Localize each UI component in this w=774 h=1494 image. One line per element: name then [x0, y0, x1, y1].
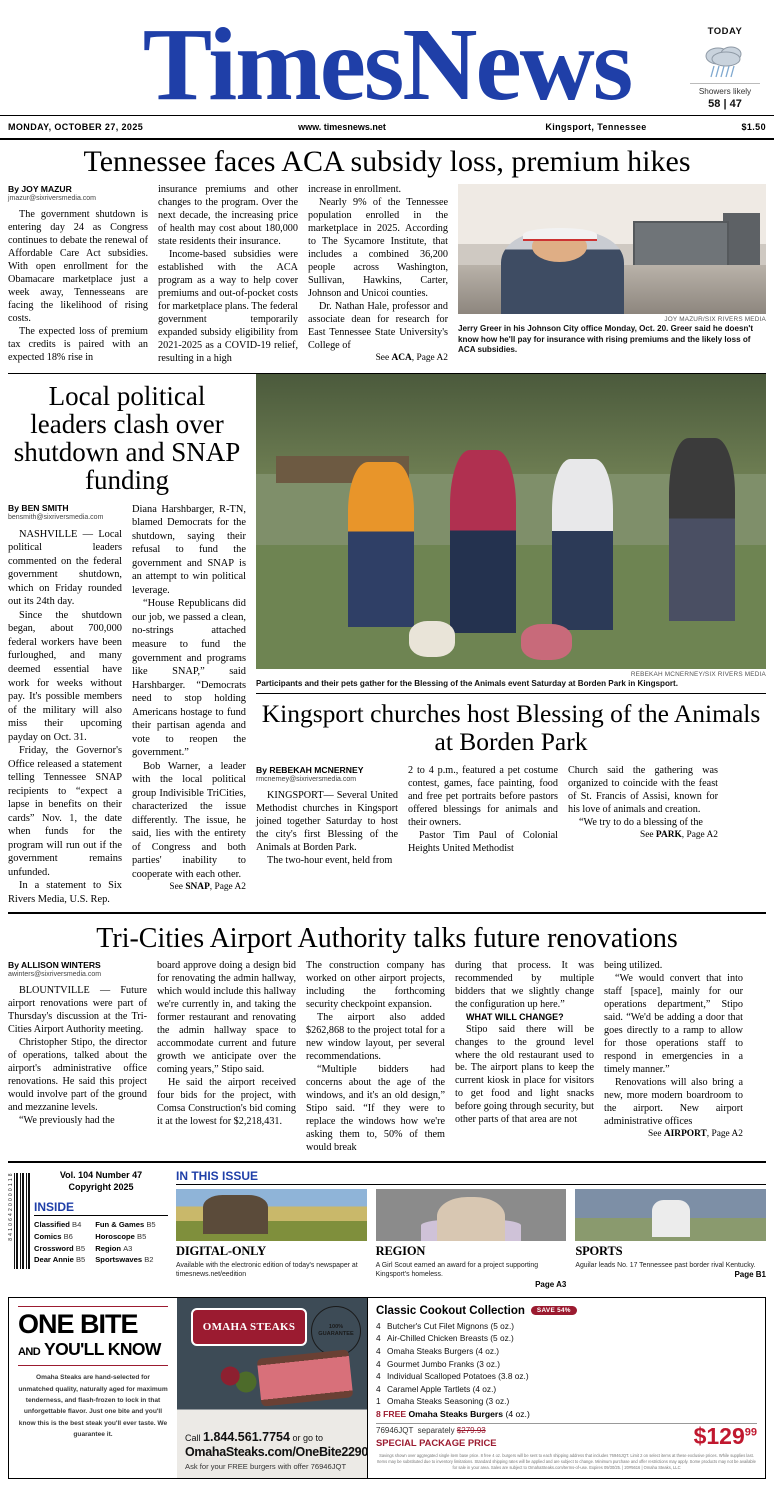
- ad-product-image-panel: [177, 1298, 367, 1478]
- issue-card-region[interactable]: [376, 1189, 567, 1289]
- weather-temperatures: 58 | 47: [708, 98, 742, 110]
- story-snap-column-2: [132, 503, 246, 906]
- ad-item-list: [376, 1320, 757, 1408]
- story-aca: [0, 140, 774, 366]
- story-airport-jumpline[interactable]: See AIRPORT, Page A2: [648, 1128, 743, 1139]
- issue-card-title: REGION: [375, 1243, 426, 1258]
- story-aca-email[interactable]: jmazur@sixriversmedia.com: [8, 195, 97, 203]
- story-airport: [0, 914, 774, 1154]
- story-aca-byline: By JOY MAZUR: [8, 184, 72, 195]
- ad-item: 4 Air-Chilled Chicken Breasts (5 oz.): [376, 1333, 514, 1344]
- story-airport-text-4: during that process. It was recommended by multiple bidders that we slightly change the configuration up here.” WHAT WILL CHANGE? Stipo said there will be changes to the ground level where the old restaurant used to be. The airport plans to keep the current kiosk in place for visitors to get food and light snacks before going through security, but other parts of that area are not: [455, 960, 594, 1126]
- weather-divider: [690, 83, 760, 84]
- inside-item: Region A3: [95, 1243, 133, 1253]
- sports-photo: [575, 1189, 766, 1241]
- story-park: [256, 700, 766, 868]
- inside-item: Sportswaves B2: [95, 1255, 154, 1265]
- inside-list-right: [95, 1219, 155, 1266]
- ad-rule-bottom: [18, 1365, 168, 1366]
- issue-card-desc: Aguilar leads No. 17 Tennessee past border rival Kentucky.: [575, 1261, 756, 1269]
- story-snap: [8, 374, 246, 907]
- volume-number: Vol. 104 Number 47: [59, 1169, 143, 1180]
- issue-card-desc: Available with the electronic edition of today's newspaper at timesnews.net/eedition: [176, 1261, 358, 1279]
- story-park-text-3: Church said the gathering was organized to coincide with the feast of St. Francis of Assisi, known for his love of animals and creation. “We try to do a blessing of the See PARK, Page A2: [568, 765, 718, 840]
- story-snap-jumpline[interactable]: See SNAP, Page A2: [169, 882, 246, 893]
- in-this-issue-box: [176, 1169, 766, 1289]
- garnish-graphic: [217, 1364, 261, 1394]
- ad-offer-line: Ask for your FREE burgers with offer 76946JQT: [185, 1461, 347, 1471]
- ad-offer-panel: [367, 1298, 765, 1478]
- issue-card-desc: A Girl Scout earned an award for a project supporting Kingsport's homeless.: [375, 1261, 539, 1279]
- ad-collection-title: Classic Cookout Collection SAVE 54%: [376, 1305, 757, 1317]
- in-this-issue-rule: [176, 1184, 766, 1185]
- story-airport-column-3: [306, 960, 445, 1154]
- story-aca-photo-caption: Jerry Greer in his Johnson City office Monday, Oct. 20. Greer said he doesn't know how he'll pay for insurance with rising premiums and the likely loss of ACA subsidies.: [458, 324, 754, 355]
- in-this-issue-heading: IN THIS ISSUE: [176, 1168, 259, 1183]
- masthead: [0, 0, 774, 123]
- guarantee-seal-icon: 100% GUARANTEE: [311, 1306, 361, 1356]
- ad-website[interactable]: OmahaSteaks.com/OneBite2290: [185, 1444, 368, 1459]
- story-airport-byline: By ALLISON WINTERS: [8, 960, 101, 971]
- issue-card-title: SPORTS: [575, 1243, 623, 1258]
- website-url[interactable]: www. timesnews.net: [298, 122, 386, 132]
- weather-widget[interactable]: [682, 26, 768, 110]
- ad-item: 4 Gourmet Jumbo Franks (3 oz.): [376, 1358, 500, 1369]
- inside-item: Horoscope B5: [95, 1231, 147, 1241]
- issue-card-title: DIGITAL-ONLY: [176, 1243, 266, 1258]
- story-snap-text-2: Diana Harshbarger, R-TN, blamed Democrats for the shutdown, saying their refusal to fund the government and SNAP is an attempt to win political leverage. “House Republicans did our job, we passed a clean, no-strings attached measure to fund the government and programs like SNAP,” said Harshbarger. “Democrats need to stop holding Americans hostage to fund their partisan agenda and vote to reopen the government.” Bob Warner, a leader with the local political group Indivisible TriCities, characterized the issue differently. The issue, he said, lies with the entirety of Congress and both parties' inability to cooperate with each other. See SNAP, Page A2: [132, 503, 246, 893]
- story-airport-email[interactable]: awinters@sixriversmedia.com: [8, 971, 102, 979]
- ad-special-price-label: SPECIAL PACKAGE PRICE: [376, 1436, 497, 1448]
- story-snap-email[interactable]: bensmith@sixriversmedia.com: [8, 513, 104, 521]
- index-box: [8, 1169, 168, 1289]
- ad-headline-top: ONE BITE: [18, 1308, 138, 1339]
- story-aca-photo-credit: JOY MAZUR/SIX RIVERS MEDIA: [664, 316, 766, 324]
- story-airport-headline[interactable]: Tri-Cities Airport Authority talks future renovations: [96, 923, 678, 955]
- ad-fine-print: Savings shown over aggregated single item base price. 8 free 4 oz. burgers will be sent to each shipping address that includes 76946JQT. Limit 2 on select items at these exclusive prices. While supplies last. Items may be substituted due to inventory limitations. Standard shipping rates will be applied and are subject to change. Minimum purchase and offer restrictions may apply. Some products may not be available for sale in your area. Sales are subject to OmahaSteaks.com/terms-of-use. Expires 09/30/25. | 20#5616 | Omaha Steaks, LLC: [377, 1452, 756, 1471]
- story-airport-text-5: being utilized. “We would convert that into staff [space], mainly for our operations department,” Stipo said. “We'd be adding a door that goes directly to a ramp to allow for those operations staff to respond in emergencies in a timely manner.” Renovations will also bring a new, more modern boardroom to the airport. New airport administrative offices See AIRPORT, Page A2: [604, 960, 743, 1139]
- story-aca-column-3: [308, 184, 448, 365]
- ad-rule-top: [18, 1306, 168, 1307]
- story-snap-byline: By BEN SMITH: [8, 502, 69, 513]
- inside-item: Comics B6: [34, 1231, 73, 1241]
- inside-item: Fun & Games B5: [95, 1219, 156, 1229]
- ad-free-item: 8 FREE Omaha Steaks Burgers (4 oz.): [376, 1408, 530, 1419]
- ad-item: 4 Omaha Steaks Burgers (4 oz.): [376, 1345, 500, 1356]
- story-aca-photo: [458, 184, 766, 314]
- bottom-section: [0, 1163, 774, 1289]
- ad-price: $\$129^{99}$: [693, 1422, 757, 1449]
- story-airport-column-4: [455, 960, 594, 1154]
- inside-rule: [34, 1215, 168, 1216]
- story-park-photo: [256, 374, 766, 669]
- inside-item: Dear Annie B5: [34, 1255, 86, 1265]
- barcode-number: 8 4 1 0 6 4 2 0 0 0 0 1 1 8: [8, 1172, 14, 1241]
- steak-photo: [257, 1349, 354, 1406]
- story-snap-column-1: [8, 503, 122, 906]
- issue-card-sports[interactable]: [575, 1189, 766, 1289]
- story-airport-column-1: [8, 960, 147, 1154]
- ad-item: 4 Butcher's Cut Filet Mignons (5 oz.): [376, 1320, 515, 1331]
- story-aca-column-2: [158, 184, 298, 365]
- story-aca-column-1: [8, 184, 148, 365]
- story-park-photo-credit: REBEKAH MCNERNEY/SIX RIVERS MEDIA: [630, 670, 766, 678]
- story-snap-headline[interactable]: Local political leaders clash over shutdown and SNAP funding: [13, 380, 241, 495]
- story-park-headline[interactable]: Kingsport churches host Blessing of the Animals at Borden Park: [261, 699, 761, 757]
- story-park-text-1: KINGSPORT— Several United Methodist churches in Kingsport joined together Saturday to host the city's first Blessing of the Animals at Borden Park. The two-hour event, held from: [256, 790, 398, 866]
- story-park-column-2: [408, 765, 558, 868]
- ad-headline-bottom: AND YOU'LL KNOW: [18, 1339, 161, 1360]
- rain-cloud-icon: [698, 42, 752, 80]
- barcode-icon: [14, 1173, 30, 1269]
- story-airport-text-2: board approve doing a design bid for renovating the admin hallway, which would include this hallway we're currently in, and taking the former restaurant and renovating the admin hallway space to accommodate current and future growth we anticipate over the coming years,” Stipo said. He said the airport received four bids for the project, with Comsa Construction's bid coming it at the lowest for $2,218,431.: [157, 960, 296, 1127]
- story-airport-column-2: [157, 960, 296, 1154]
- story-park-byline: By REBEKAH MCNERNEY: [256, 765, 364, 776]
- copyright-line: Copyright 2025: [68, 1181, 134, 1192]
- story-park-block: [256, 374, 766, 907]
- story-aca-text-3: increase in enrollment. Nearly 9% of the Tennessee population enrolled in the marketplace in 2025. According to The Sycamore Institute, that includes a combined 36,200 people across Washington, Sullivan, Hawkins, Carter, Johnson and Unicoi counties. Dr. Nathan Hale, professor and associate dean for research for East Tennessee State University's College of See ACA, Page A2: [308, 184, 448, 363]
- inside-heading: INSIDE: [34, 1199, 75, 1214]
- story-aca-photo-block: [458, 184, 766, 365]
- story-airport-column-5: [604, 960, 743, 1154]
- issue-card-digital[interactable]: [176, 1189, 367, 1289]
- ad-item: 1 Omaha Steaks Seasoning (3 oz.): [376, 1396, 510, 1407]
- story-park-column-1: [256, 765, 398, 868]
- ad-call-line: Call 1.844.561.7754 or go to: [185, 1429, 323, 1444]
- story-park-photo-caption: Participants and their pets gather for the Blessing of the Animals event Saturday at Borden Park in Kingsport.: [256, 678, 679, 688]
- issue-card-page: Page A3: [535, 1279, 567, 1289]
- region-photo: [376, 1189, 567, 1241]
- omaha-steaks-logo: OMAHA STEAKS: [191, 1308, 307, 1346]
- publication-city: Kingsport, Tennessee: [545, 122, 647, 132]
- story-park-jumpline[interactable]: See PARK, Page A2: [640, 829, 718, 840]
- inside-list-left: [34, 1219, 85, 1266]
- newsstand-price: $1.50: [741, 122, 766, 132]
- story-airport-text-3: The construction company has worked on other airport projects, including the forthcoming security checkpoint expansion. The airport also added $262,868 to the project total for a new window layout, per several recommendations. “Multiple bidders had concerns about the age of the windows, and it's an old design,” Stipo said. “If they were to replace the windows how we're asking them to, 50% of them would break: [306, 960, 445, 1153]
- middle-row: [0, 374, 774, 907]
- story-airport-subhead: WHAT WILL CHANGE?: [466, 1012, 564, 1023]
- ad-sku-line: 76946JQT separately $279.93: [376, 1425, 486, 1435]
- nameplate-logo[interactable]: TimesNews: [142, 7, 632, 123]
- story-park-column-3: [568, 765, 718, 868]
- barcode-block: [8, 1169, 30, 1289]
- digital-only-photo: [176, 1189, 367, 1241]
- omaha-steaks-advertisement[interactable]: [8, 1297, 766, 1479]
- publication-date: MONDAY, OCTOBER 27, 2025: [8, 122, 144, 132]
- story-park-email[interactable]: rmcnerney@sixriversmedia.com: [256, 776, 357, 784]
- weather-description: Showers likely: [698, 87, 752, 96]
- story-aca-text-2: insurance premiums and other changes to the program. Over the next decade, the increasing price of health may cost about 180,000 state residents their insurance. Income-based subsidies were established with the ACA program as a way to help cover premiums and out-of-pocket costs for marketplace plans. The federal government temporarily expanded subsidy eligibility from 2021-2025 as a COVID-19 relief, resulting in a high: [158, 184, 298, 364]
- story-aca-headline[interactable]: Tennessee faces ACA subsidy loss, premium hikes: [83, 145, 691, 178]
- save-badge: SAVE 54%: [531, 1306, 577, 1315]
- ad-left-panel: [9, 1298, 177, 1478]
- story-aca-text-1: The government shutdown is entering day 24 as Congress continues to debate the renewal of Affordable Care Act subsidies. With open enrollment for the Obamacare marketplace just a week away, Tennesseans are facing the likelihood of rising costs. The expected loss of premium tax credits is paired with an expected 18% rise in: [8, 209, 148, 363]
- issue-card-page: Page B1: [734, 1270, 767, 1280]
- story-aca-jumpline[interactable]: See ACA, Page A2: [375, 352, 448, 363]
- weather-label: TODAY: [707, 26, 743, 37]
- story-snap-text-1: NASHVILLE — Local political leaders commented on the federal government shutdown, which on Friday rounded out its 24th day. Since the shutdown began, about 700,000 federal workers have been furloughed, and many deemed essential have work for weeks without pay. It's possible members of the military will also miss their upcoming payday on Oct. 31. Friday, the Governor's Office released a statement telling Tennessee SNAP recipients to “expect a lapse in benefits on their cards” Nov. 1, the date when funds for the program will run out if the government remains unfunded. In a statement to Six Rivers Media, U.S. Rep.: [8, 528, 122, 905]
- divider-park-caption: [256, 693, 766, 694]
- ad-item: 4 Individual Scalloped Potatoes (3.8 oz.): [376, 1371, 529, 1382]
- inside-item: Crossword B5: [34, 1243, 86, 1253]
- ad-body-copy: Omaha Steaks are hand-selected for unmatched quality, naturally aged for maximum tenderness, and flash-frozen to lock in that unforgettable flavor. Just one bite and you'll know this is the best steak you'll ever taste. We guarantee it.: [18, 1374, 168, 1438]
- story-airport-text-1: BLOUNTVILLE — Future airport renovations were part of Thursday's discussion at the Tri-Cities Airport Authority meeting. Christopher Stipo, the director of operations, talked about the airport's administrative office renovations. He said this project would involve part of the ground and mezzanine levels. “We previously had the: [8, 985, 147, 1126]
- ad-item: 4 Caramel Apple Tartlets (4 oz.): [376, 1383, 497, 1394]
- story-park-text-2: 2 to 4 p.m., featured a pet costume contest, games, face painting, food and free pet portraits before pastors offered blessings for animals and their owners. Pastor Tim Paul of Colonial Heights United Methodist: [408, 765, 558, 854]
- inside-item: Classified B4: [34, 1219, 82, 1229]
